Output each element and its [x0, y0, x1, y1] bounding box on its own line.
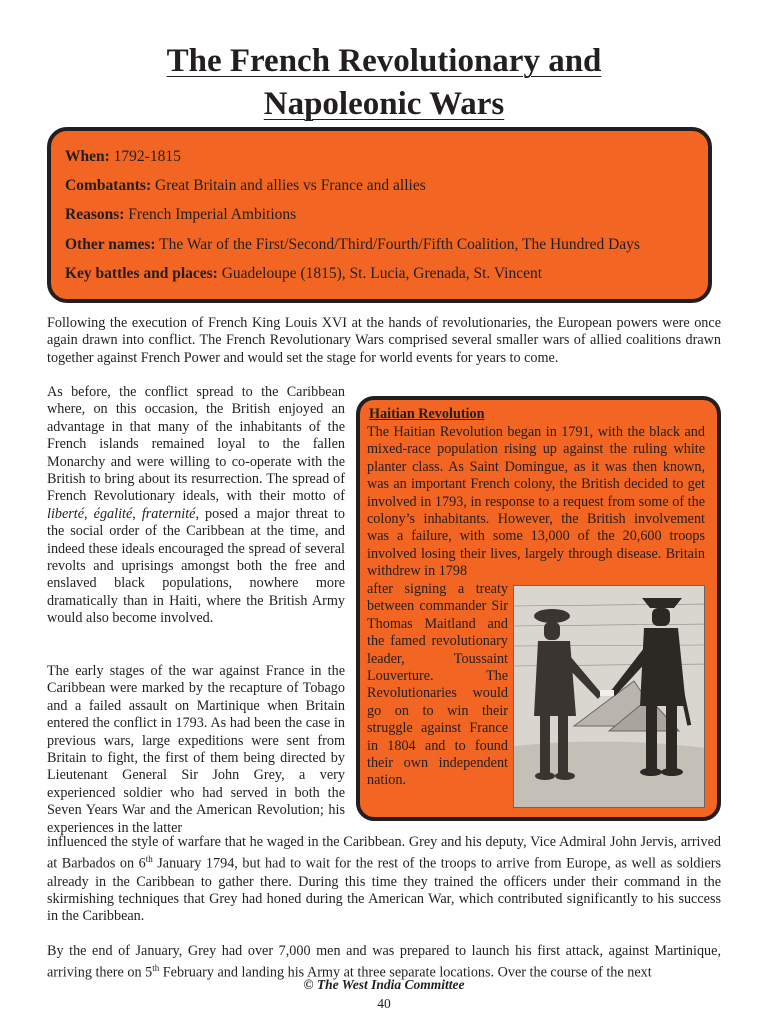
sidebar-title: Haitian Revolution — [369, 406, 485, 422]
sidebar-text: The Haitian Revolution began in 1791, with the black and mixed-race population rising up against the ruling white planter class. As Saint Domingue, as it was then known, was an important French colony, the British decided to get involved in 1793, in response to a request from some of the colony’s inhabitants. However, the British involvement was a failure, with some 13,000 of the 20,600 troops involved losing their lives, largely through disease. Britain withdrew in 1798 — [367, 424, 705, 580]
fact-label: When: — [65, 148, 110, 165]
fact-value: Great Britain and allies vs France and allies — [155, 177, 426, 195]
paragraph-text: influenced the style of warfare that he waged in the Caribbean. Grey and his deputy, Vice Admiral John Jervis, arrived at Barbados on 6 — [47, 834, 721, 873]
intro-paragraph: Following the execution of French King Louis XVI at the hands of revolutionaries, the European powers were once again drawn into conflict. The French Revolutionary Wars comprised several smaller wars of allied coalitions drawn together against French Power and would set the stage for world events for years to come. — [47, 315, 721, 366]
fact-label: Combatants: — [65, 177, 152, 195]
fact-value: The War of the First/Second/Third/Fourth/Fifth Coalition, The Hundred Days — [159, 235, 640, 253]
fact-value: Guadeloupe (1815), St. Lucia, Grenada, St. Vincent — [221, 264, 543, 282]
ordinal-suffix: th — [145, 854, 153, 865]
page-number: 40 — [377, 996, 391, 1011]
title-line-1: The French Revolutionary and — [166, 43, 602, 79]
title-line-2: Napoleonic Wars — [263, 86, 505, 122]
fact-box — [47, 127, 712, 303]
full-width-paragraph-1 — [47, 834, 721, 926]
sidebar-text-continued: after signing a treaty between commander Sir Thomas Maitland and the famed revolutionary leader, Toussaint Louverture. The Revolutionaries would go on to win their struggle against France in 1804 and to found their own independent nation. — [367, 581, 508, 789]
copyright-footer: © The West India Committee — [303, 977, 465, 992]
fact-key-battles — [65, 266, 694, 282]
fact-value: French Imperial Ambitions — [128, 206, 297, 224]
fact-reasons — [65, 207, 694, 223]
fact-combatants — [65, 178, 694, 194]
column-paragraph-2: The early stages of the war against France in the Caribbean were marked by the recapture of Tobago and a failed assault on Martinique when Britain entered the conflict in 1793. As had been the case in previous wars, large expeditions were sent from Britain to fight, the first of them being directed by Lieutenant General Sir John Grey, a very experienced soldier who had served in both the Seven Years War and the American Revolution; his experiences in the latter — [47, 663, 345, 836]
page-title — [0, 40, 768, 126]
paragraph-text: As before, the conflict spread to the Caribbean where, on this occasion, the British enjoyed an advantage in that many of the inhabitants of the French islands remained loyal to the fallen Monarchy and were willing to co-operate with the British to bring about its resurrection. The spread of French Revolutionary ideals, with their motto of — [47, 384, 345, 505]
ordinal-suffix: th — [152, 963, 160, 974]
fact-value: 1792-1815 — [113, 148, 181, 165]
paragraph-text: By the end of January, Grey had over 7,000 men and was prepared to launch his first attack, against Martinique, arriving there on 5 — [47, 943, 721, 982]
column-paragraph-1: As before, the conflict spread to the Caribbean where, on this occasion, the British enjoyed an advantage in that many of the inhabitants of the French islands remained loyal to the fallen Monarchy and were willing to co-operate with the British to bring about its resurrection. The spread of French Revolutionary ideals, with their motto of liberté, égalité, fraternité, posed a major threat to the social order of the Caribbean at the time, and indeed these ideals encouraged the spread of several revolts and uprisings amongst both the free and enslaved black populations, nowhere more dramatically than in Haiti, where the British Army would also become involved. — [47, 384, 346, 627]
motto-liberte: liberté — [47, 505, 85, 522]
fact-label: Key battles and places: — [65, 264, 218, 282]
engraving-illustration — [513, 585, 705, 808]
paragraph-text: February and landing his Army at three separate locations. Over the course of the next — [159, 965, 652, 982]
fact-label: Other names: — [65, 235, 156, 253]
paragraph-text: January 1794, but had to wait for the rest of the troops to arrive from Europe, as well as soldiers already in the Caribbean to gather there. During this time they trained the officers under their command in the skirmishing techniques that Grey had honed during the American War, which contributed significantly to his success in the Caribbean. — [47, 856, 721, 925]
motto-egalite: égalité — [93, 505, 133, 522]
paragraph-text: , posed a major threat to the social order of the Caribbean at the time, and indeed these ideals encouraged the spread of several revolts and uprisings amongst both the free and enslaved black populations, nowhere more dramatically than in Haiti, where the British Army would also become involved. — [47, 505, 346, 627]
fact-label: Reasons: — [65, 206, 125, 224]
engraving-drawing — [514, 586, 705, 808]
motto-fraternite: fraternité — [141, 505, 196, 522]
fact-other-names — [65, 237, 694, 253]
fact-when — [65, 149, 694, 165]
